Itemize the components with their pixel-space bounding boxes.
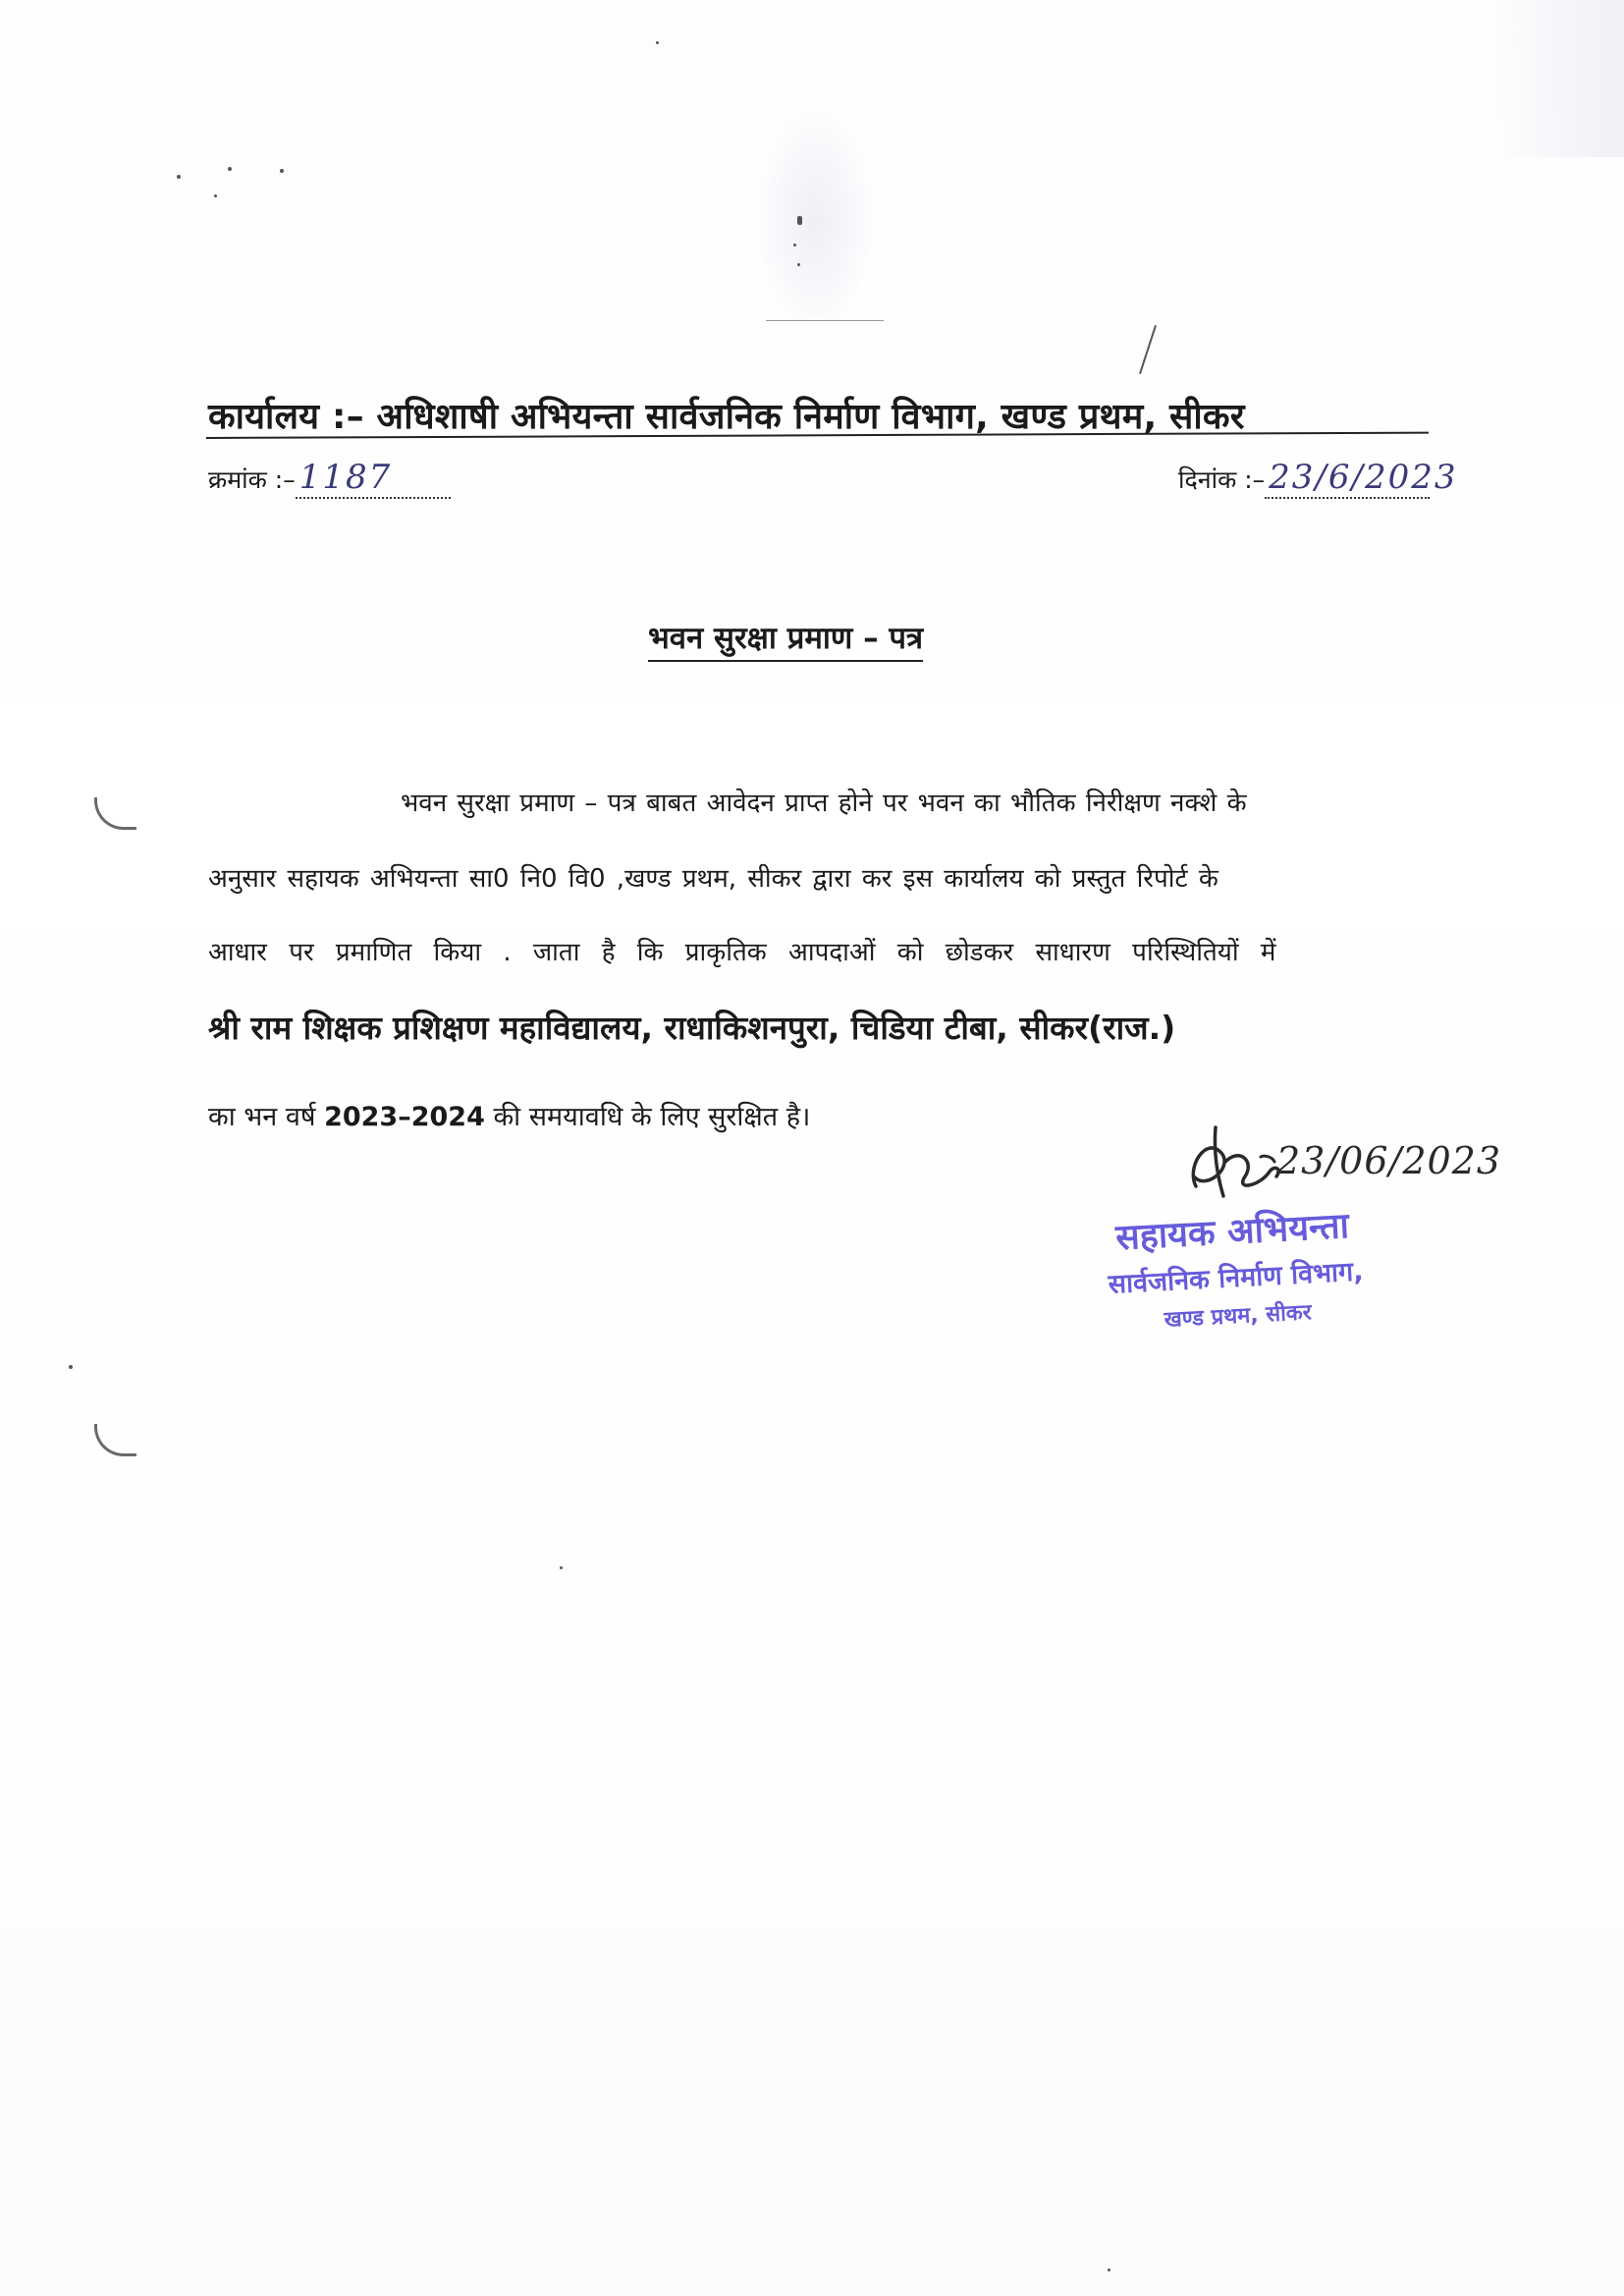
scan-speck — [280, 169, 284, 173]
date-label: दिनांक :– — [1178, 465, 1266, 494]
scan-speck — [797, 263, 800, 266]
body-line-5 — [208, 1097, 810, 1133]
body-line-1: भवन सुरक्षा प्रमाण – पत्र बाबत आवेदन प्राप्त होने पर भवन का भौतिक निरीक्षण नक्शे के — [401, 789, 1247, 818]
punch-hole-mark — [94, 797, 136, 830]
signature-date: 23/06/2023 — [1276, 1139, 1502, 1182]
ref-label: क्रमांक :– — [208, 465, 296, 494]
scan-speck — [228, 167, 232, 171]
institution-name: श्री राम शिक्षक प्रशिक्षण महाविद्यालय, राधाकिशनपुरा, चिडिया टीबा, सीकर(राज.) — [208, 1009, 1176, 1047]
scan-speck — [656, 41, 659, 44]
scan-speck — [793, 244, 796, 246]
scan-speck — [1108, 2269, 1110, 2271]
validity-years: 2023–2024 — [324, 1102, 485, 1132]
date-value: 23/6/2023 — [1269, 458, 1458, 497]
ref-number-field — [296, 458, 451, 499]
office-heading: कार्यालय :– अधिशाषी अभियन्ता सार्वजनिक निर्माण विभाग, खण्ड प्रथम, सीकर — [208, 397, 1245, 437]
line5-suffix: की समयावधि के लिए सुरक्षित है। — [484, 1102, 811, 1132]
date-field — [1265, 458, 1458, 499]
scan-speck — [177, 175, 181, 179]
official-stamp — [1105, 1194, 1464, 1337]
stamp-designation: सहायक अभियन्ता — [1114, 1206, 1350, 1259]
document-title: भवन सुरक्षा प्रमाण – पत्र — [648, 617, 923, 662]
scan-mark — [1139, 325, 1157, 374]
body-line-2: अनुसार सहायक अभियन्ता सा0 नि0 वि0 ,खण्ड प्रथम, सीकर द्वारा कर इस कार्यालय को प्रस्तुत रिपोर्ट के — [208, 864, 1218, 894]
punch-hole-mark — [94, 1424, 136, 1456]
scan-speck — [797, 216, 802, 225]
ref-number: 1187 — [298, 458, 393, 497]
line5-prefix: का भन वर्ष — [208, 1102, 325, 1132]
scan-line — [766, 320, 884, 321]
body-line-3: आधार पर प्रमाणित किया . जाता है कि प्राकृतिक आपदाओं को छोडकर साधारण परिस्थितियों में — [208, 938, 1276, 967]
date-row — [1178, 458, 1458, 499]
stamp-division: खण्ड प्रथम, सीकर — [1164, 1300, 1313, 1333]
scan-speck — [69, 1365, 73, 1369]
scan-speck — [560, 1566, 563, 1569]
scan-smudge — [756, 108, 874, 334]
scan-speck — [214, 194, 217, 197]
stamp-department: सार्वजनिक निर्माण विभाग, — [1108, 1256, 1365, 1300]
scan-edge-shadow — [1496, 0, 1624, 157]
reference-number-row — [208, 458, 451, 499]
